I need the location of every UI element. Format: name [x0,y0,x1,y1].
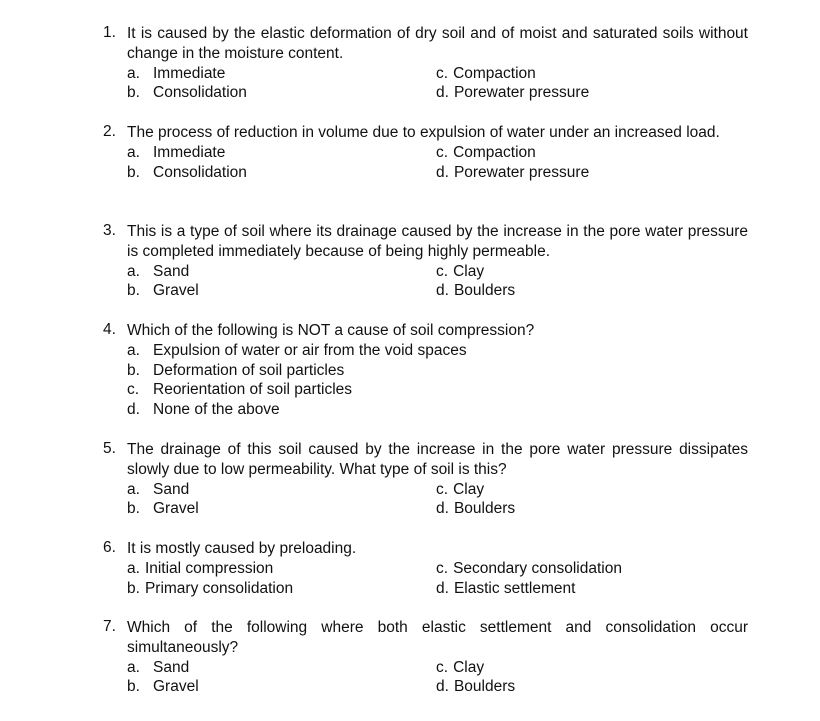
option-b: b. Primary consolidation [127,579,294,597]
option-d: d. None of the above [127,401,280,419]
option-b: b. Gravel [127,678,199,696]
question-text: Which of the following where both elastic settlement and consolidation occur simultaneously? [127,619,748,656]
option-a: a. Expulsion of water or air from the void spaces [127,341,467,359]
option-d: d. Boulders [436,282,516,300]
question-number: 1. [103,24,116,41]
question-text: It is mostly caused by preloading. [127,540,357,557]
option-c: c. Clay [436,262,485,280]
option-c: c. Secondary consolidation [436,559,622,577]
question-text: This is a type of soil where its drainage caused by the increase in the pore water pressure is completed immediately because of being highly permeable. [127,223,748,260]
option-c: c. Compaction [436,64,536,82]
option-b: b. Consolidation [127,84,247,102]
question-number: 3. [103,222,116,239]
option-c: c. Clay [436,480,485,498]
question-number: 4. [103,321,116,338]
option-c: c. Reorientation of soil particles [127,381,353,399]
option-d: d. Porewater pressure [436,84,590,102]
option-c: c. Clay [436,658,485,676]
option-d: d. Boulders [436,500,516,518]
question-text: The process of reduction in volume due to expulsion of water under an increased load. [127,124,720,141]
question-4 [103,321,748,420]
option-d: d. Boulders [436,678,516,696]
option-b: b. Consolidation [127,163,247,181]
question-2 [103,123,748,182]
option-a: a. Immediate [127,64,226,82]
option-a: a. Initial compression [127,559,274,577]
question-text: Which of the following is NOT a cause of soil compression? [127,322,535,339]
question-7 [103,618,748,697]
option-d: d. Elastic settlement [436,579,576,597]
question-number: 2. [103,123,116,140]
option-a: a. Sand [127,262,190,280]
option-b: b. Gravel [127,500,199,518]
question-text: It is caused by the elastic deformation of dry soil and of moist and saturated soils without change in the moisture content. [127,25,748,62]
question-6 [103,539,748,598]
option-b: b. Deformation of soil particles [127,361,345,379]
question-number: 7. [103,618,116,635]
option-d: d. Porewater pressure [436,163,590,181]
option-a: a. Sand [127,480,190,498]
option-a: a. Sand [127,658,190,676]
question-number: 6. [103,539,116,556]
option-a: a. Immediate [127,143,226,161]
question-number: 5. [103,440,116,457]
question-5 [103,440,748,519]
question-1 [103,24,748,103]
question-text: The drainage of this soil caused by the increase in the pore water pressure dissipates slowly due to low permeability. What type of soil is this? [127,441,748,478]
option-c: c. Compaction [436,143,536,161]
option-b: b. Gravel [127,282,199,300]
question-3 [103,222,748,301]
